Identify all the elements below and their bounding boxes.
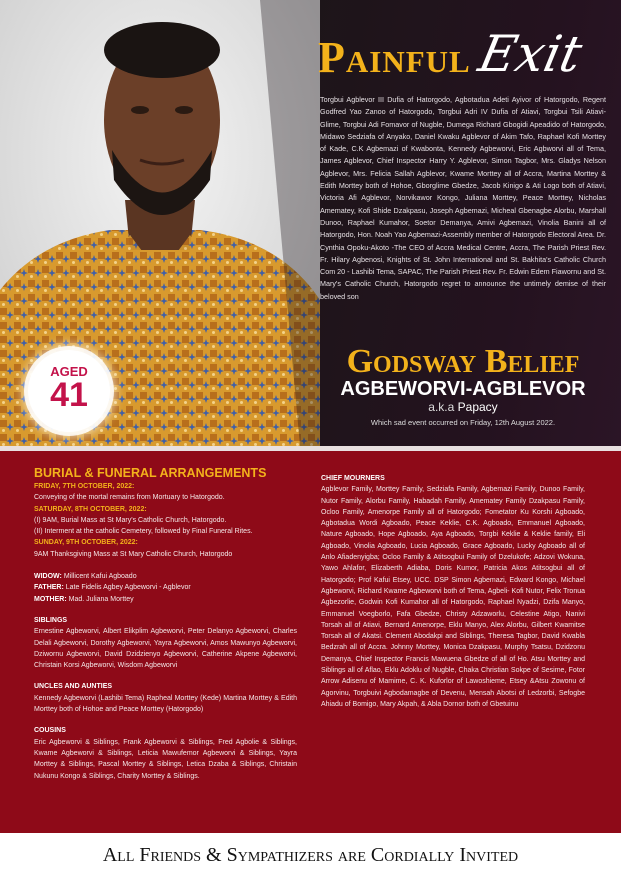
uncles-heading: UNCLES AND AUNTIES	[34, 683, 113, 691]
age-badge	[28, 350, 110, 432]
event-date-text: Which sad event occurred on Friday, 12th August 2022.	[370, 418, 556, 427]
chief-mourners-list: Agblevor Family, Morttey Family, Sedziafa Family, Agbemazi Family, Dunoo Family, Nutor Family, Alorbu Family, Habadah Family, Amematey Family Dzakpasu Family, Ocloo Family, Amenorpe Family all of Hatorgodo; Fometator Ku Korshi Agboado, Agbotadua Wordi Agboado, Peace Keklie, C.K. Agboado, Emmanuel Agboado, Nature Agboado, Hope Agboado, Aya Agboado, Torgbi Keklie & Keklie family, Eli Agboado, Vinolia Agboado, Lucia Agboado, Grace Agboado, Lucky Agboado all of Anlo Afiadenyigba; Ocloo Family & Atitsogbui Family of Dzelukofe; Adzovi Wokuna, Yawo Ahlafor, Elizaberth Adiaba, Doris Kumor, Patricia Akos Atitsogbui all of Hatorgodo; Prof Kafui Etsey, UCC. DSP Simon Agbemazi, Edward Kongo, Michael Agbeworvi, Richard Kwame Agbeworvi both of Tema, Agbeli- Kofi Nutor, Felix Tronua Agbezorlie, Godwin Kofi Kumahor all of Hatorgodo, Raphael Nyadzi, Dzifa Manyo, Emmanuel Voegborlo, Fafa Gbedze, Christy Adzaworlu, Celestine Atigo, Nanivi Torsah all of Atiavi, Bernard Amenorpe, Eklu Manyo, Alex Alorbu, Gilbert Kwamitse Torsah all of Akatsi. Clement Abodakpi and Siblings, Theresa Tagbor, David Kwabla Bedzrah all of Accra. Johnny Morttey, Monica Dzakpasu, Murphy Tsatsu, Dzidzonu Demanya, Chief Inspector Francis Mawuena Gbedze of all of Ho. Atsu Morttey and Siblings all of Aflao, Eklu Adoklu of Nugble, Chaka Christian Sokpe of Sesime, Fotor Arrow Adisenu of Mamime, C. K. Kuforlor of Lawoshieme, Etsey &Atsu Zowonu of Agorvinu, Torgbuivi Agbodamagbe of Devenu, Mensah Abotsi of Ledzorbi, Sefogbe Ahiadu of Bomigo, Mary Akpah, & Abla Dornor both of Gbetuinu	[321, 486, 585, 708]
widow-name: Millicent Kafui Agboado	[63, 573, 137, 581]
day-date: SUNDAY, 9TH OCTOBER, 2022:	[34, 539, 138, 547]
day-event: (I) 9AM, Burial Mass at St Mary's Catholic Church, Hatorgodo.	[34, 516, 227, 524]
cousins-heading: COUSINS	[34, 727, 66, 735]
day-date: SATURDAY, 8TH OCTOBER, 2022:	[34, 505, 147, 513]
arrangements-column	[34, 465, 297, 782]
chief-mourners-column	[321, 473, 585, 710]
day-event: 9AM Thanksgiving Mass at St Mary Catholic Church, Hatorgodo	[34, 550, 233, 558]
poster-title	[318, 25, 618, 90]
siblings-list: Ernestine Agbeworvi, Albert Elikplim Agbeworvi, Peter Delanyo Agbeworvi, Charles Delali Agbeworvi, Dorothy Agbeworvi, Yayra Agbeworvi, Amos Mawunyo Agbeworvi, Dziwornu Agbeworvi, David Dzidzienyo Agbeworvi, Catherine Akpene Agbeworvi, Christain Korsi Agbeworvi, Wisdom Agbeworvi	[34, 628, 297, 670]
deceased-alias	[318, 400, 608, 414]
day-event: (II) Interment at the catholic Cemetery, followed by Final Funeral Rites.	[34, 528, 253, 536]
father-label: FATHER:	[34, 584, 64, 592]
day-date: FRIDAY, 7TH OCTOBER, 2022:	[34, 483, 135, 490]
day-event: Conveying of the mortal remains from Mortuary to Hatorgodo.	[34, 494, 225, 502]
mother-name: Mad. Juliana Morttey	[68, 595, 134, 603]
widow-line	[34, 571, 297, 582]
widow-label: WIDOW:	[34, 573, 62, 581]
alias-prefix: a.k.a	[428, 400, 455, 414]
cousins-list: Eric Agbeworvi & Siblings, Frank Agbeworvi & Siblings, Fred Agbolie & Siblings, Kwame Agbeworvi & Siblings, Leticia Mawufemor Agbeworvi & Siblings, Yayra Morttey & Siblings, Pascal Morttey & Siblings, Letica Dzaba & Siblings, Christain Nukunu Kongo & Siblings, Charity Morttey & Siblings.	[34, 738, 297, 780]
age-label: AGED	[50, 364, 88, 379]
mother-label: MOTHER:	[34, 595, 67, 603]
age-value: 41	[50, 376, 88, 414]
alias-name: Papacy	[457, 400, 498, 414]
title-exit-script: Exit	[473, 25, 587, 83]
invitation-footer: All Friends & Sympathizers are Cordially Invited	[0, 832, 621, 877]
deceased-first-names: Godsway Belief	[346, 343, 580, 380]
announcement-paragraph: Torgbui Agblevor III Dufia of Hatorgodo, Agbotadua Adeti Ayivor of Hatorgodo, Regent Godfred Yao Zanoo of Hatorgodo, Torgbui Adri IV Dufia of Atiavi, Torgbui Tsili Atiavi-Glime, Torgbui Adi Fomavor of Nugble, Dumega Richard Gbogidi Apeadido of Hatorgodo, Midawo Sedziafa of Anyako, Daniel Kwaku Agblevor of Akim Tafo, Raphael Kofi Morttey of Kade, C.K Agbemazi of Kwabonta, Kennedy Agbeworvi, Eric Agbworvi all of Tema, James Agblevor, Chief Inspector Harry Y. Agblevor, Simon Tagbor, Mrs. Gladys Nelson Agblevor, Mrs. Felicia Sallah Agblevor, Kwame Morttey all of Accra, Martina Morttey & Edith Morttey both of Hohoe, Gborglime Gbedze, Jacob Kinigo & Ati Logo both of Atiavi, Victoria Afi Agblevor, Norvikawor Kongo, Juliana Morttey, Peace Morttey, Nicholas Amematey, Kofi Shide Dzakpasu, Joseph Agbemazi, Micheal Gbenagbe Alorbu, Marshall Dunoo, Raphael Kumahor, Soetor Demanya, Amivi Agbemazi, Vinolia Banini all of Hatorgodo, Hon. Noah Yao Agbemazi-Assembly member of Hatorgodo Electoral Area. Dr. Cynthia Opoku-Akoto -The CEO of Accra Medical Centre, Accra, The Parish Priest Rev. Fr. Hilary Agbenosi, Knights of St. John International and St. Bakhita's Catholic Church Com 20 - Lashibi Tema, SAPAC, The Parish Priest Rev. Fr. Edwin Edem Fiawornu and St. Mary's Catholic Church, Hatorgodo regret to announce the untimely demise of their beloved son	[320, 95, 606, 301]
chief-mourners-heading: CHIEF MOURNERS	[321, 475, 385, 482]
title-painful: Painful	[318, 33, 471, 82]
father-line	[34, 582, 297, 593]
arrangements-heading: BURIAL & FUNERAL ARRANGEMENTS	[34, 466, 267, 480]
mother-line	[34, 594, 297, 605]
siblings-heading: SIBLINGS	[34, 616, 68, 624]
father-name: Late Fidelis Agbey Agbeworvi - Agblevor	[65, 584, 191, 592]
deceased-surname: AGBEWORVI-AGBLEVOR	[340, 378, 586, 400]
uncles-list: Kennedy Agbeworvi (Lashibi Tema) Rapheal Morttey (Kede) Martina Morttey & Edith Morttey both of Hohoe and Peace Morttey (Hatorgodo)	[34, 694, 297, 714]
